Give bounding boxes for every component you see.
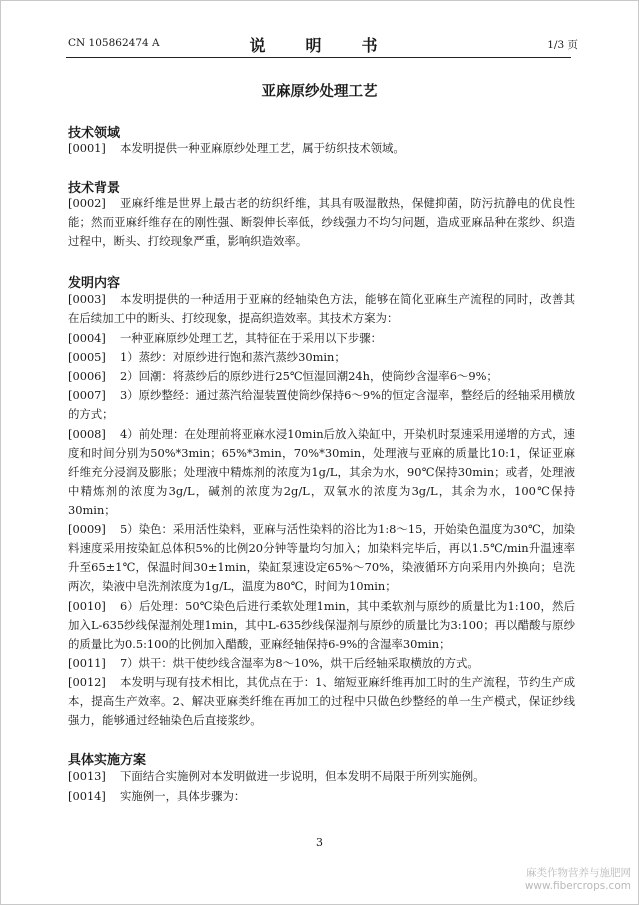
paragraph-text: 本发明提供的一种适用于亚麻的经轴染色方法，能够在简化亚麻生产流程的同时，改善其在后续加工中的断头、打绞现象，提高织造效率。其技术方案为： [68,292,575,325]
page-info: 1/3 页 [547,39,578,51]
paragraph-0003 [68,290,575,328]
paragraph-number: [0012] [68,675,106,689]
paragraph-0014 [68,787,575,806]
paragraph-0007 [68,386,575,424]
paragraph-0011 [68,654,575,673]
paragraph-0002 [68,194,575,251]
paragraph-number: [0002] [68,196,106,210]
paragraph-text: 本发明与现有技术相比，其优点在于：1、缩短亚麻纤维再加工时的生产流程，节约生产成本，提高生产效率。2、解决亚麻类纤维在再加工的过程中只做色纱整经的单一生产模式，保证纱线强力，能够通过经轴染色后直接浆纱。 [68,675,575,727]
paragraph-number: [0014] [68,789,106,803]
paragraph-0008 [68,425,575,520]
paragraph-0005 [68,348,575,367]
paragraph-text: 下面结合实施例对本发明做进一步说明，但本发明不局限于所列实施例。 [120,769,485,783]
paragraph-number: [0010] [68,599,106,613]
paragraph-text: 本发明提供一种亚麻原纱处理工艺，属于纺织技术领域。 [120,141,405,155]
paragraph-text: 6）后处理：50℃染色后进行柔软处理1min，其中柔软剂与原纱的质量比为1:100，然后加入L-635纱线保湿剂处理1min，其中L-635纱线保湿剂与原纱的质量比为3:100；再以醋酸与原纱的质量比为0.5:100的比例加入醋酸，亚麻经轴保持6-9%的含湿率30min； [68,599,575,651]
paragraph-text: 4）前处理：在处理前将亚麻水浸10min后放入染缸中，开染机时泵速采用递增的方式，速度和时间分别为50%*3min；65%*3min，70%*30min，处理液与亚麻的质量比10:1，保证亚麻纤维充分浸润及膨胀；处理液中精炼剂的浓度为1g/L，其余为水，90℃保持30min；或者，处理液中精炼剂的浓度为3g/L，碱剂的浓度为2g/L，双氧水的浓度为3g/L，其余为水，100℃保持30min； [68,427,575,517]
paragraph-number: [0001] [68,141,106,155]
paragraph-text: 1）蒸纱：对原纱进行饱和蒸汽蒸纱30min； [120,350,346,364]
patent-number: CN 105862474 A [68,37,160,49]
paragraph-0012 [68,673,575,730]
paragraph-0006 [68,367,575,386]
document-type: 说 明 书 [249,36,390,55]
header-rule [66,57,571,58]
paragraph-text: 一种亚麻原纱处理工艺，其特征在于采用以下步骤： [120,331,382,345]
paragraph-text: 亚麻纤维是世界上最古老的纺织纤维，其具有吸湿散热，保健抑菌，防污抗静电的优良性能；然而亚麻纤维存在的刚性强、断裂伸长率低，纱线强力不均匀问题，造成亚麻品种在浆纱、织造过程中，断头、打绞现象严重，影响织造效率。 [68,196,575,248]
paragraph-number: [0003] [68,292,106,306]
page-number: 3 [316,836,323,849]
paragraph-number: [0013] [68,769,106,783]
watermark-title: 麻类作物营养与施肥网 [526,867,631,879]
paragraph-text: 3）原纱整经：通过蒸汽给湿装置使筒纱保持6～9%的恒定含湿率，整经后的经轴采用横放的方式； [68,388,575,421]
paragraph-number: [0009] [68,522,106,536]
paragraph-number: [0008] [68,427,106,441]
paragraph-0004 [68,329,575,348]
section-heading-embodiment: 具体实施方案 [68,753,147,768]
paragraph-text: 实施例一，具体步骤为： [120,789,246,803]
paragraph-number: [0004] [68,331,106,345]
paragraph-number: [0006] [68,369,106,383]
paragraph-number: [0007] [68,388,106,402]
paragraph-0001 [68,139,575,158]
paragraph-text: 5）染色：采用活性染料，亚麻与活性染料的浴比为1:8～15，开始染色温度为30℃，加染料速度采用按染缸总体积5%的比例20分钟等量均匀加入；加染料完毕后，再以1.5℃/min升温速率升至65±1℃，保温时间30±1min，染缸泵速设定65%～70%，染液循环方向采用内外换向；皂洗两次，染液中皂洗剂浓度为1g/L，温度为80℃，时间为10min； [68,522,575,593]
section-heading-summary: 发明内容 [68,276,121,291]
section-heading-field: 技术领域 [68,126,121,141]
watermark-url: www.fibercrops.com [524,880,631,892]
paragraph-number: [0005] [68,350,106,364]
paragraph-text: 2）回潮：将蒸纱后的原纱进行25℃恒湿回潮24h，使筒纱含湿率6～9%； [120,369,498,383]
paragraph-number: [0011] [68,656,106,670]
paragraph-0010 [68,597,575,654]
paragraph-0013 [68,767,575,786]
paragraph-text: 7）烘干：烘干使纱线含湿率为8～10%，烘干后经轴采取横放的方式。 [120,656,479,670]
section-heading-background: 技术背景 [68,181,121,196]
document-title: 亚麻原纱处理工艺 [261,83,378,100]
paragraph-0009 [68,520,575,596]
